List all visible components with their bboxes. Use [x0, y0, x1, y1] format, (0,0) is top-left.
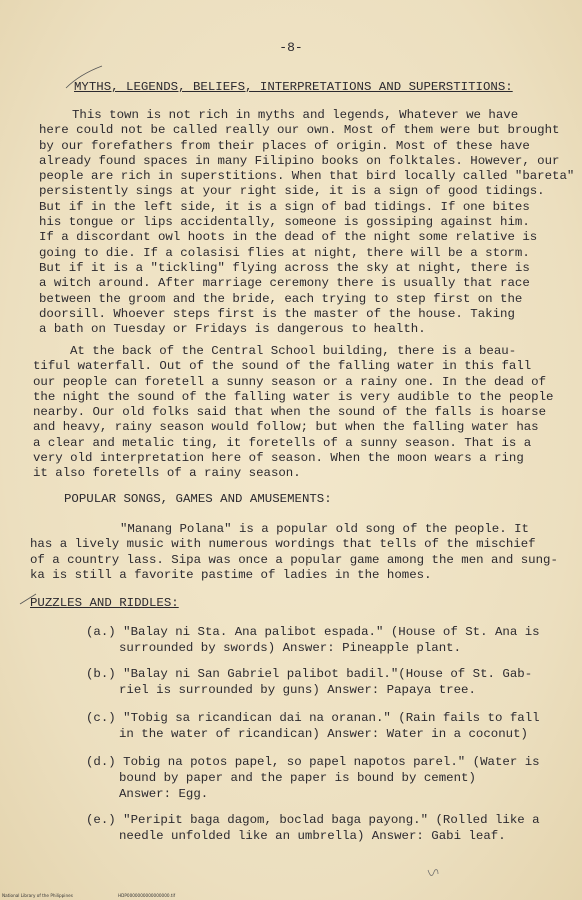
text-line: a clear and metalic ting, it foretells of a sunny season. That is a: [33, 435, 532, 450]
riddle-item-a: [86, 624, 540, 656]
text-line: and heavy, rainy season would follow; but when the falling water has: [33, 420, 539, 435]
text-line: surrounded by swords) Answer: Pineapple plant.: [119, 641, 462, 655]
paragraph-songs: [30, 522, 560, 583]
archive-footer: [0, 892, 582, 900]
text-line: doorsill. Whoever steps first is the master of the house. Taking: [39, 306, 515, 321]
text-line: in the water of ricandican) Answer: Water in a coconut): [119, 727, 528, 741]
text-line: going to die. If a colasisi flies at night, there will be a storm.: [39, 245, 530, 260]
text-line: needle unfolded like an umbrella) Answer: Gabi leaf.: [119, 829, 506, 843]
text-line: This town is not rich in myths and legends, Whatever we have: [72, 108, 519, 122]
section-heading-riddles: PUZZLES AND RIDDLES:: [30, 596, 179, 610]
text-line: But if it is a "tickling" flying across the sky at night, there is: [39, 260, 530, 275]
text-line: our people can foretell a sunny season or a rainy one. In the dead of: [33, 374, 547, 389]
text-line: nearby. Our old folks said that when the sound of the falls is hoarse: [33, 405, 547, 420]
text-line: very old interpretation here of season. When the moon wears a ring: [33, 451, 524, 466]
text-line: a bath on Tuesday or Fridays is dangerous to health.: [39, 322, 426, 337]
riddle-item-c: [86, 710, 540, 742]
text-line: bound by paper and the paper is bound by cement): [119, 771, 476, 785]
text-line: of a country lass. Sipa was once a popular game among the men and sung-: [30, 552, 558, 567]
text-line: "Manang Polana" is a popular old song of the people. It: [120, 522, 529, 536]
riddle-item-b: [86, 666, 532, 698]
footer-source: National Library of the Philippines: [2, 893, 73, 898]
text-line: by our forefathers from their places of origin. Most of these have: [39, 138, 530, 153]
riddle-item-d: [86, 754, 540, 802]
text-line: riel is surrounded by guns) Answer: Papaya tree.: [119, 683, 476, 697]
text-line: a witch around. After marriage ceremony there is usually that race: [39, 276, 530, 291]
text-line: Answer: Egg.: [119, 787, 209, 801]
text-line: persistently sings at your right side, it is a sign of good tidings.: [39, 184, 545, 199]
footer-filename: HDP0000000000000000.tif: [118, 893, 176, 898]
section-heading-songs: POPULAR SONGS, GAMES AND AMUSEMENTS:: [64, 492, 332, 506]
text-line: between the groom and the bride, each trying to step first on the: [39, 291, 523, 306]
paragraph-waterfall: [33, 344, 560, 482]
text-line: has a lively music with numerous wordings that tells of the mischief: [30, 537, 536, 552]
text-line: (a.) "Balay ni Sta. Ana palibot espada." (House of St. Ana is: [86, 625, 540, 639]
text-line: tiful waterfall. Out of the sound of the falling water in this fall: [33, 359, 532, 374]
riddle-item-e: [86, 812, 540, 844]
text-line: (d.) Tobig na potos papel, so papel napotos parel." (Water is: [86, 755, 540, 769]
text-line: If a discordant owl hoots in the dead of the night some relative is: [39, 230, 538, 245]
text-line: here could not be called really our own. Most of them were but brought: [39, 123, 560, 138]
text-line: people are rich in superstitions. When that bird locally called "bareta": [39, 169, 575, 184]
text-line: (c.) "Tobig sa ricandican dai na oranan." (Rain fails to fall: [86, 711, 540, 725]
section-heading-myths: MYTHS, LEGENDS, BELIEFS, INTERPRETATIONS AND SUPERSTITIONS:: [74, 80, 513, 94]
text-line: his tongue or lips accidentally, someone is gossiping against him.: [39, 215, 530, 230]
text-line: (e.) "Peripit baga dagom, boclad baga payong." (Rolled like a: [86, 813, 540, 827]
paragraph-superstitions: [39, 108, 575, 337]
text-line: (b.) "Balay ni San Gabriel palibot badil."(House of St. Gab-: [86, 667, 533, 681]
text-line: the night the sound of the falling water is very audible to the people: [33, 389, 554, 404]
text-line: At the back of the Central School building, there is a beau-: [70, 344, 517, 358]
text-line: ka is still a favorite pastime of ladies in the homes.: [30, 567, 432, 582]
text-line: already found spaces in many Filipino books on folktales. However, our: [39, 153, 560, 168]
pen-scribble-mark: [426, 866, 440, 882]
page-number: -8-: [279, 40, 303, 55]
text-line: But if in the left side, it is a sign of bad tidings. If one bites: [39, 199, 530, 214]
text-line: it also foretells of a rainy season.: [33, 466, 301, 481]
